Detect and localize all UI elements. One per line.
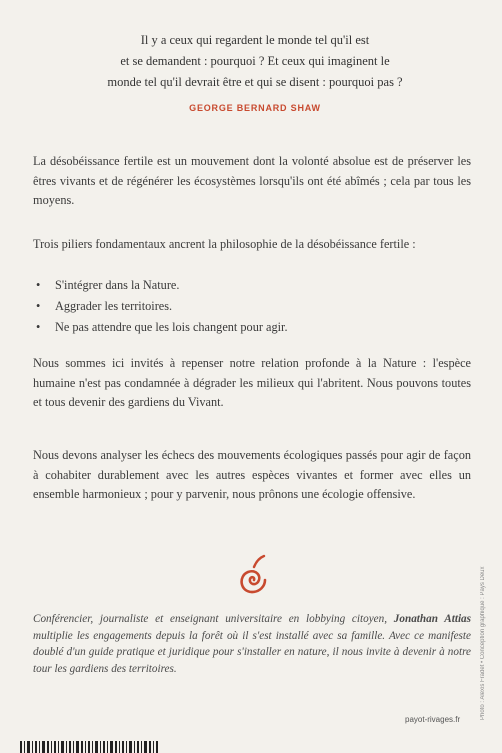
side-credit: Photo : Alexis Fradet • Conception graphique : Pays Deux [480, 566, 486, 720]
bio-text: Conférencier, journaliste et enseignant universitaire en lobbying citoyen, [33, 613, 394, 625]
spiral-e-icon [234, 552, 270, 598]
quote-line: monde tel qu'il devrait être et qui se disent : pourquoi pas ? [107, 75, 403, 89]
quote-line: et se demandent : pourquoi ? Et ceux qui imaginent le [120, 54, 390, 68]
pillars-list [33, 275, 471, 338]
list-item: • S'intégrer dans la Nature. [33, 275, 471, 296]
paragraph-intro: La désobéissance fertile est un mouvement dont la volonté absolue est de préserver les êtres vivants et de régénérer les écosystèmes lorsqu'ils ont été abîmés ; cela par tous les moyens. [33, 154, 471, 207]
list-item: • Aggrader les territoires. [33, 296, 471, 317]
barcode [20, 741, 160, 753]
epigraph-quote [60, 30, 450, 93]
quote-line: Il y a ceux qui regardent le monde tel qu'il est [140, 33, 370, 47]
list-item: • Ne pas attendre que les lois changent pour agir. [33, 317, 471, 338]
paragraph-ecology: Nous devons analyser les échecs des mouvements écologiques passés pour agir de façon à cohabiter durablement avec les autres espèces vivantes et former avec elles un ensemble harmonieux ; pour y parvenir, nous prônons une écologie offensive. [33, 448, 471, 501]
bio-text: multiplie les engagements depuis la forêt où il s'est installé avec sa famille. Avec ce manifeste doublé d'un guide pratique et juridique pour s'installer en nature, il nous invite à devenir à notre tour les gardiens des territoires. [33, 629, 471, 675]
quote-author: GEORGE BERNARD SHAW [189, 103, 321, 113]
paragraph-pillars: Trois piliers fondamentaux ancrent la philosophie de la désobéissance fertile : [33, 237, 416, 251]
author-name: Jonathan Attias [393, 613, 472, 625]
publisher-url[interactable]: payot-rivages.fr [405, 715, 461, 724]
paragraph-relation: Nous sommes ici invités à repenser notre relation profonde à la Nature : l'espèce humaine n'est pas condamnée à dégrader les milieux qui l'abritent. Nous pouvons toutes et tous devenir des gardiens du Vivant. [33, 356, 471, 409]
author-bio [33, 611, 471, 677]
